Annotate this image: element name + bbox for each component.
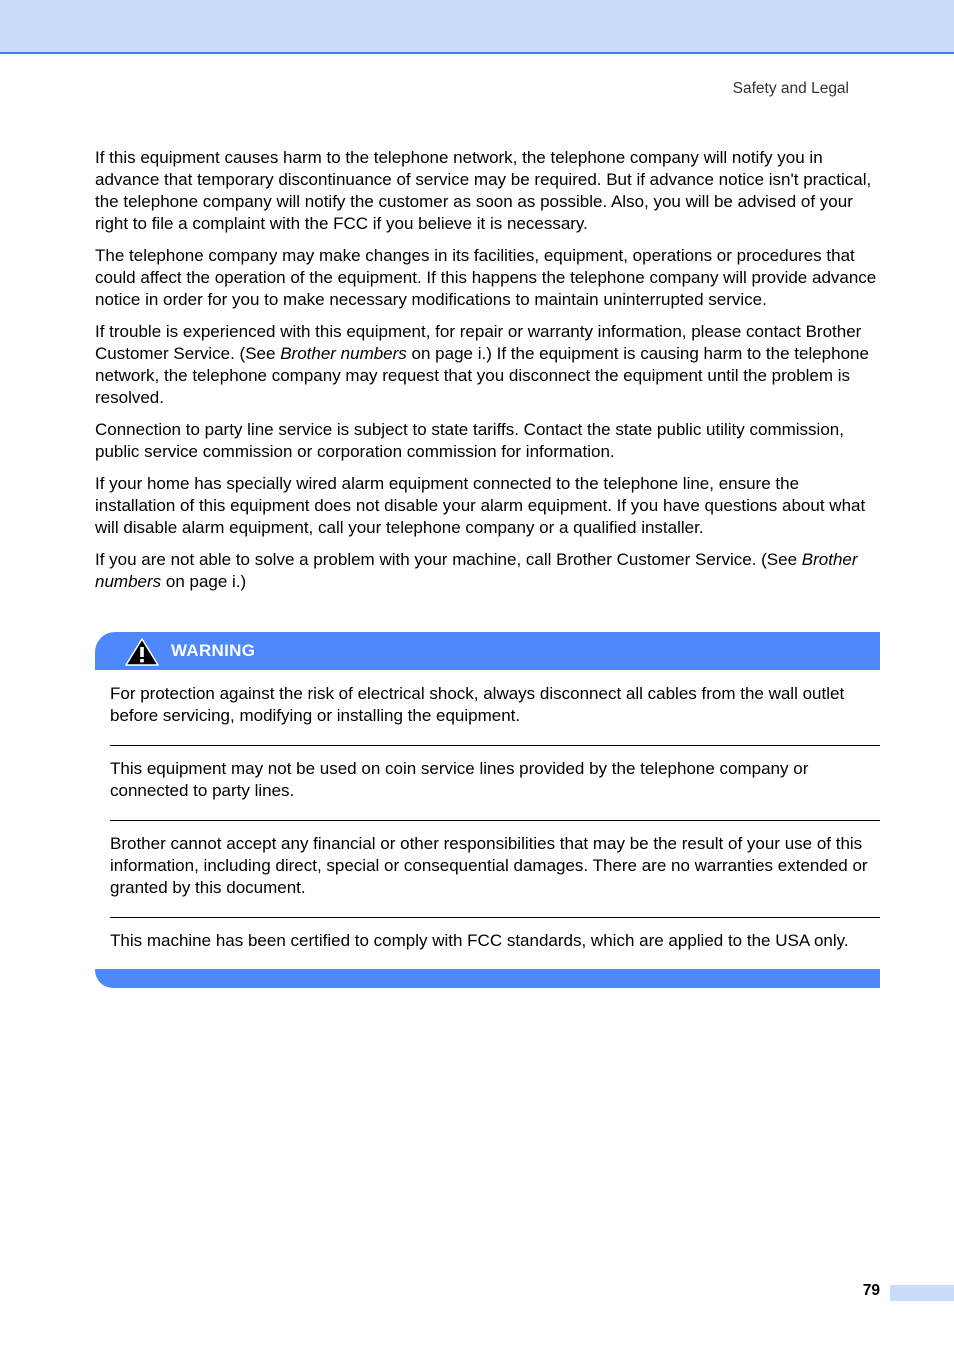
paragraph-text: If you are not able to solve a problem with your machine, call Brother Customer Service. (See <box>95 550 802 569</box>
paragraph <box>95 321 881 409</box>
paragraph-text: If trouble is experienced with this equipment, for repair or warranty information, please contact Brother Customer Service. (See <box>95 322 862 363</box>
paragraph-text: on page i.) If the equipment is causing harm to the telephone network, the telephone company may request that you disconnect the equipment until the problem is resolved. <box>95 344 869 407</box>
paragraph: The telephone company may make changes in its facilities, equipment, operations or procedures that could affect the operation of the equipment. If this happens the telephone company will provide advance notice in order for you to make necessary modifications to maintain uninterrupted service. <box>95 246 877 309</box>
warning-item: For protection against the risk of electrical shock, always disconnect all cables from the wall outlet before servicing, modifying or installing the equipment. <box>110 670 880 746</box>
paragraph: Connection to party line service is subject to state tariffs. Contact the state public utility commission, public service commission or corporation commission for information. <box>95 420 844 461</box>
brother-numbers-reference: Brother numbers <box>280 344 407 363</box>
warning-footer-bar <box>95 969 880 988</box>
body-content <box>95 147 881 603</box>
warning-label: WARNING <box>171 641 256 660</box>
paragraph: If this equipment causes harm to the telephone network, the telephone company will notify you in advance that temporary discontinuance of service may be required. But if advance notice isn't practical, the telephone company will notify the customer as soon as possible. Also, you will be advised of your right to file a complaint with the FCC if you believe it is necessary. <box>95 148 872 233</box>
paragraph-text: on page i.) <box>161 572 247 591</box>
section-title: Safety and Legal <box>732 80 849 97</box>
warning-triangle-icon <box>125 637 159 667</box>
paragraph: If your home has specially wired alarm equipment connected to the telephone line, ensure the installation of this equipment does not disable your alarm equipment. If you have questions about what will disable alarm equipment, call your telephone company or a qualified installer. <box>95 474 866 537</box>
warning-item: Brother cannot accept any financial or other responsibilities that may be the result of your use of this information, including direct, special or consequential damages. There are no warranties extended or granted by this document. <box>110 821 880 918</box>
warning-item: This equipment may not be used on coin service lines provided by the telephone company or connected to party lines. <box>110 746 880 821</box>
header-band <box>0 0 954 54</box>
warning-header <box>95 632 880 670</box>
brother-numbers-reference: Brother numbers <box>95 550 858 591</box>
page-number: 79 <box>862 1282 880 1299</box>
warning-box <box>95 632 880 988</box>
paragraph <box>95 549 881 593</box>
page-tab-marker <box>890 1285 954 1301</box>
warning-item: This machine has been certified to comply with FCC standards, which are applied to the USA only. <box>110 931 849 950</box>
